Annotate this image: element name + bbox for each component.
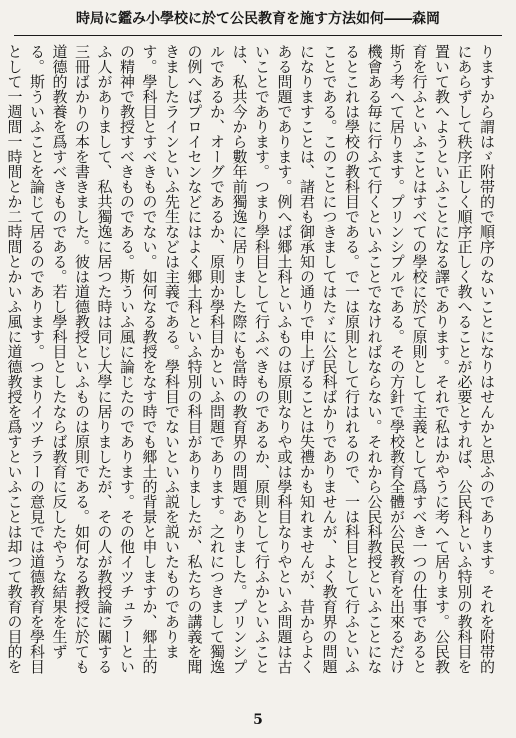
page-number: 5 — [253, 712, 263, 728]
running-header: 時局に鑑み小學校に於て公民教育を施す方法如何――森岡 — [76, 11, 440, 27]
header-rule — [14, 35, 502, 36]
body-paragraph: りますから謂はゞ附帯的で順序のないことになりはせんかと思ふのであります。それを附帯的にあらずして秩序正しく順序正しく教へることが必要とすれば、公民科といふ特別の教科目を置いて教へようといふことになる譯であります。それで私はかやうに考へて居ります。公民教育を行ふといふことはすべての學校に於て原則として主義として爲すべき一つの仕事であると斯う考へて居ります。プリンシプルである。その方針で學校教育全體が公民教育を出來るだけ機會ある毎に行ふて行くといふことでなければならない。それから公民科教授といふことになるとこれは學校の教科目である。で一は原則として行はれるので、一は科目として行ふといふことである。このことにつきましてはたゞに公民科ばかりでありませんが、よく教育界の問題になりますことは、諸君も御承知の通りで申上げることは失禮かも知れませんが、昔からよくある問題であります。例へば郷土科といふものは原則なりや或は學科目なりやといふ問題は古いことであります。つまり學科目として行ふべきものであるか、原則として行ふかといふことは、私共今から數年前獨逸に居りました際にも當時の教育界の問題でありました。プリンシプルであるか、オーグであるか、原則か學科目かといふ問題であります。之れにつきまして獨逸の例へばプロイセンなどにはよく郷土科といふ特別の科目がありましたが、私たちの講義を聞きましたラインといふ先生などは主義である。學科目でないといふ説を説いたものであります。學科目とすべきものでない。如何なる教授をなす時でも郷土的背景と申しますか、郷土的の精神で教授すべきものである。斯ういふ風に論じたのであります。その他イツチュラーといふ人がありまして、私共獨逸に居つた時は同じ大學に居りましたが、その人が教授論に關する三冊ばかりの本を書きました。彼は道德教授といふものは原則である。如何なる教授に於ても道德的教養を爲すべきものである。若し學科目としたならば教育に反したやうな結果を生ずる。斯ういふことを論じて居るのであります。つまりイツチラーの意見では道德教育を學科目として一週間一時間とか二時間とかいふ風に道德教授を爲すといふことは却つて教育の目的を — [5, 44, 496, 674]
body-text — [5, 44, 498, 682]
